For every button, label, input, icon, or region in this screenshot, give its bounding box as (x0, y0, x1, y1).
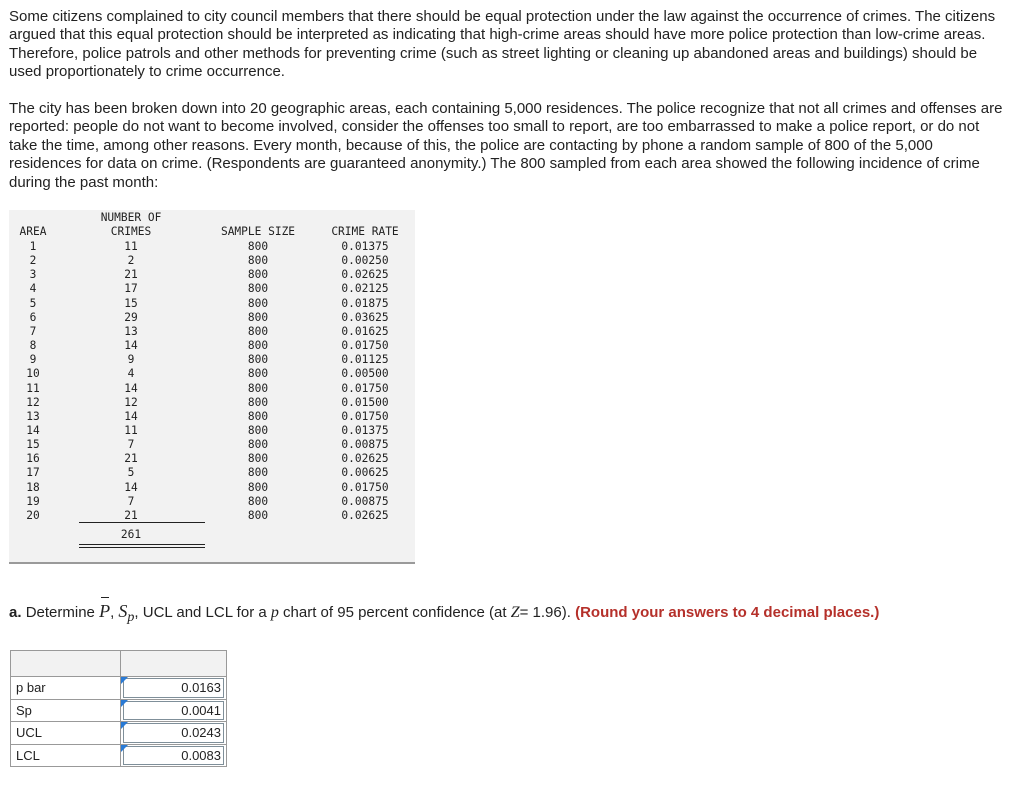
cell-crimes: 5 (127, 466, 135, 480)
cell-area: 3 (29, 268, 37, 282)
sum-rule (79, 522, 205, 523)
cell-sample-size: 800 (247, 254, 269, 268)
header-crimes-line1: NUMBER OF (100, 211, 162, 224)
cell-crime-rate: 0.00625 (341, 466, 389, 480)
answer-flag-icon (121, 677, 128, 684)
cell-crime-rate: 0.01750 (341, 480, 389, 494)
table-row (9, 325, 415, 339)
cell-area: 1 (29, 240, 37, 253)
cell-area: 4 (29, 282, 37, 296)
table-row (9, 240, 415, 254)
cell-crime-rate: 0.01625 (341, 324, 389, 338)
cell-area: 7 (29, 324, 37, 338)
cell-crimes: 21 (124, 508, 138, 522)
table-row (9, 495, 415, 509)
answer-header-row (11, 651, 227, 677)
cell-crimes: 9 (127, 353, 135, 367)
cell-crimes: 4 (127, 367, 135, 381)
cell-sample-size: 800 (247, 480, 269, 494)
cell-sample-size: 800 (247, 240, 269, 253)
z-value: = 1.96). (519, 604, 571, 621)
cell-crimes: 13 (124, 324, 138, 338)
table-row (9, 481, 415, 495)
cell-sample-size: 800 (247, 466, 269, 480)
answer-row-pbar (11, 677, 227, 700)
cell-crime-rate: 0.02625 (341, 452, 389, 466)
cell-area: 2 (29, 254, 37, 268)
cell-crimes: 7 (127, 438, 135, 452)
cell-sample-size: 800 (247, 409, 269, 423)
cell-area: 5 (29, 296, 37, 310)
pbar-input[interactable]: 0.0163 (123, 678, 224, 698)
cell-crimes: 14 (124, 381, 138, 395)
question-a (9, 601, 879, 626)
answer-flag-icon (121, 722, 128, 729)
cell-crimes: 2 (127, 254, 135, 268)
cell-area: 20 (26, 508, 40, 522)
z-symbol: Z (510, 604, 520, 621)
cell-area: 12 (26, 395, 40, 409)
cell-area: 8 (29, 339, 37, 353)
cell-crimes: 21 (124, 268, 138, 282)
cell-area: 13 (26, 409, 40, 423)
cell-crimes: 17 (124, 282, 138, 296)
cell-crime-rate: 0.03625 (341, 310, 389, 324)
cell-crime-rate: 0.00875 (341, 494, 389, 508)
lcl-input[interactable]: 0.0083 (123, 746, 224, 766)
cell-crimes: 7 (127, 494, 135, 508)
header-crimes-line2: CRIMES (110, 225, 152, 238)
answer-header-cell-label (11, 651, 121, 677)
cell-crimes: 14 (124, 339, 138, 353)
answer-cell (121, 699, 227, 722)
cell-sample-size: 800 (247, 324, 269, 338)
cell-crimes: 14 (124, 480, 138, 494)
cell-area: 17 (26, 466, 40, 480)
p-bar-symbol: P (99, 601, 111, 621)
cell-sample-size: 800 (247, 423, 269, 437)
p-italic: p (270, 604, 279, 621)
answer-label: Sp (11, 699, 121, 722)
cell-sample-size: 800 (247, 339, 269, 353)
cell-sample-size: 800 (247, 452, 269, 466)
cell-area: 19 (26, 494, 40, 508)
table-row (9, 509, 415, 523)
total-crimes: 261 (120, 528, 142, 541)
cell-crimes: 14 (124, 409, 138, 423)
double-rule-top (79, 544, 205, 545)
answer-header-cell-value (121, 651, 227, 677)
s-subscript: p (127, 610, 135, 625)
cell-sample-size: 800 (247, 296, 269, 310)
table-row (9, 282, 415, 296)
cell-area: 18 (26, 480, 40, 494)
cell-crime-rate: 0.02125 (341, 282, 389, 296)
cell-sample-size: 800 (247, 268, 269, 282)
cell-sample-size: 800 (247, 438, 269, 452)
cell-crime-rate: 0.01875 (341, 296, 389, 310)
intro-paragraph-1: Some citizens complained to city council members that there should be equal protection under the law against the occurrence of crimes. The citizens argued that this equal protection should be interpreted as indicating that high-crime areas should have more police protection than low-crime areas. Therefore, police patrols and other methods for preventing crime (such as street lighting or cleaning up abandoned areas and buildings) should be used proportionately to crime occurrence. (9, 8, 996, 81)
header-sample-size: SAMPLE SIZE (220, 225, 296, 238)
table-row (9, 466, 415, 480)
answer-row-ucl (11, 722, 227, 745)
cell-crimes: 11 (124, 240, 138, 253)
cell-crime-rate: 0.01125 (341, 353, 389, 367)
answer-row-lcl (11, 744, 227, 767)
cell-sample-size: 800 (247, 367, 269, 381)
table-row (9, 367, 415, 381)
cell-crimes: 12 (124, 395, 138, 409)
cell-sample-size: 800 (247, 494, 269, 508)
header-area: AREA (19, 225, 47, 238)
table-row (9, 452, 415, 466)
question-label: a. (9, 604, 22, 621)
table-row (9, 254, 415, 268)
cell-crimes: 15 (124, 296, 138, 310)
answer-cell (121, 677, 227, 700)
cell-sample-size: 800 (247, 381, 269, 395)
cell-crimes: 29 (124, 310, 138, 324)
question-text-chart: chart of 95 percent confidence (at (283, 604, 507, 621)
comma: , (110, 604, 115, 621)
cell-area: 15 (26, 438, 40, 452)
table-row (9, 268, 415, 282)
double-rule-bottom (79, 547, 205, 548)
cell-sample-size: 800 (247, 282, 269, 296)
answer-label: p bar (11, 677, 121, 700)
answer-flag-icon (121, 745, 128, 752)
cell-crime-rate: 0.00875 (341, 438, 389, 452)
header-crime-rate: CRIME RATE (331, 225, 399, 238)
answer-cell (121, 744, 227, 767)
table-row (9, 382, 415, 396)
cell-area: 6 (29, 310, 37, 324)
cell-crime-rate: 0.00500 (341, 367, 389, 381)
question-text-ucl-lcl: , UCL and LCL for a (134, 604, 267, 621)
cell-area: 9 (29, 353, 37, 367)
answer-table (10, 650, 227, 767)
cell-crime-rate: 0.01500 (341, 395, 389, 409)
cell-crime-rate: 0.00250 (341, 254, 389, 268)
table-row (9, 396, 415, 410)
sp-input[interactable]: 0.0041 (123, 701, 224, 721)
table-row (9, 424, 415, 438)
table-row (9, 339, 415, 353)
cell-crime-rate: 0.01750 (341, 339, 389, 353)
table-row (9, 297, 415, 311)
cell-crime-rate: 0.01375 (341, 240, 389, 253)
cell-sample-size: 800 (247, 353, 269, 367)
cell-crimes: 21 (124, 452, 138, 466)
cell-area: 16 (26, 452, 40, 466)
answer-flag-icon (121, 700, 128, 707)
cell-crime-rate: 0.02625 (341, 508, 389, 522)
answer-label: UCL (11, 722, 121, 745)
s-symbol: S (118, 601, 128, 621)
cell-crime-rate: 0.01750 (341, 409, 389, 423)
cell-area: 11 (26, 381, 40, 395)
cell-area: 10 (26, 367, 40, 381)
intro-paragraph-2: The city has been broken down into 20 geographic areas, each containing 5,000 residences. The police recognize that not all crimes and offenses are reported: people do not want to become involved, consider the offenses too small to report, are too embarrassed to make a police report, or do not take the time, among other reasons. Every month, because of this, the police are contacting by phone a random sample of 800 of the 5,000 residences for data on crime. (Respondents are guaranteed anonymity.) The 800 sampled from each area showed the following incidence of crime during the past month: (9, 100, 1003, 191)
cell-sample-size: 800 (247, 395, 269, 409)
crime-data-table (9, 210, 415, 564)
answer-label: LCL (11, 744, 121, 767)
cell-area: 14 (26, 423, 40, 437)
table-row (9, 353, 415, 367)
cell-crime-rate: 0.01375 (341, 423, 389, 437)
cell-crimes: 11 (124, 423, 138, 437)
cell-crime-rate: 0.02625 (341, 268, 389, 282)
table-row (9, 438, 415, 452)
table-row (9, 410, 415, 424)
cell-sample-size: 800 (247, 310, 269, 324)
rounding-instruction: (Round your answers to 4 decimal places.) (575, 604, 880, 621)
cell-crime-rate: 0.01750 (341, 381, 389, 395)
answer-row-sp (11, 699, 227, 722)
table-row (9, 311, 415, 325)
cell-sample-size: 800 (247, 508, 269, 522)
answer-cell (121, 722, 227, 745)
ucl-input[interactable]: 0.0243 (123, 723, 224, 743)
question-text-determine: Determine (25, 604, 95, 621)
